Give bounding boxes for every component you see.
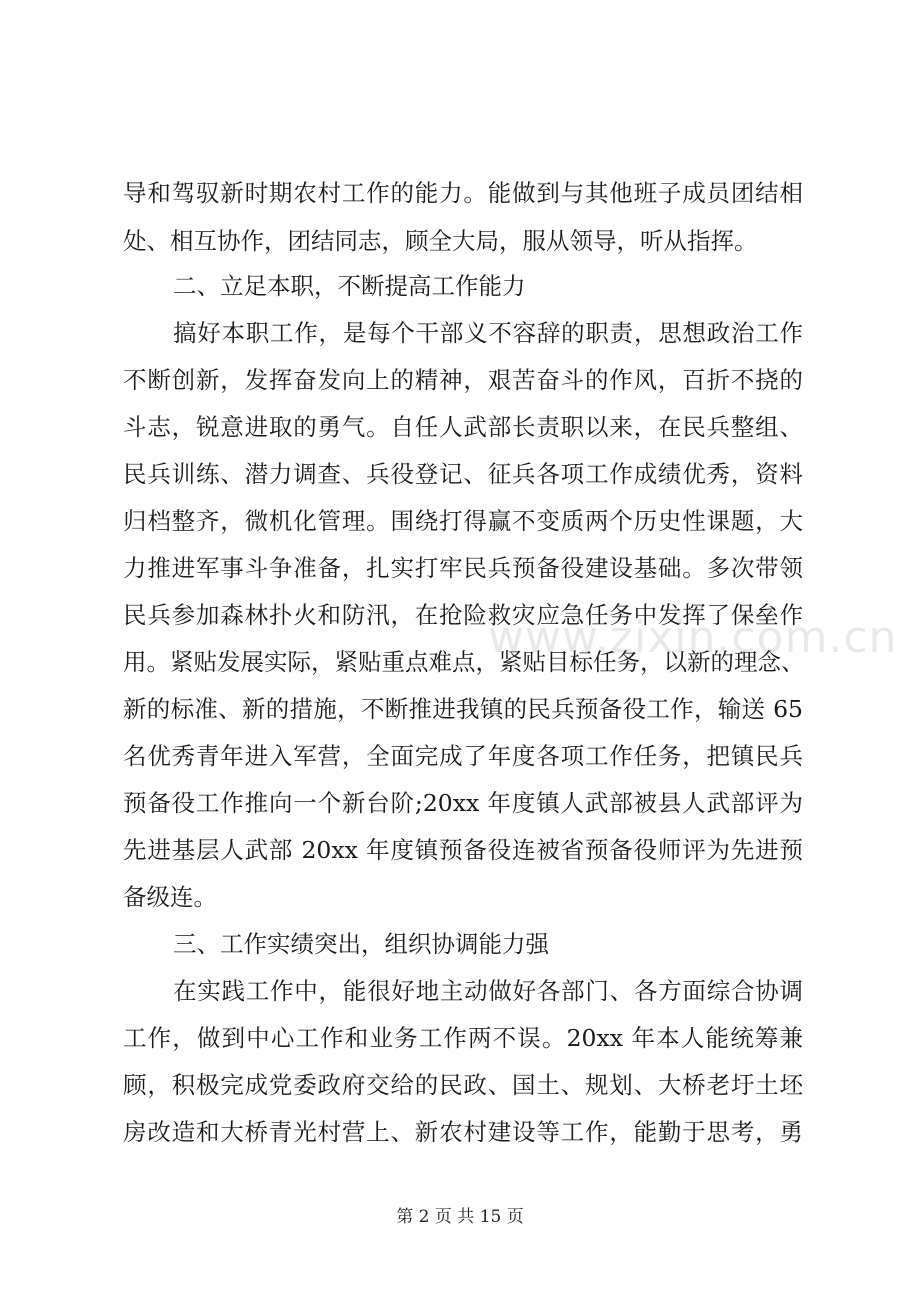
section-heading: 三、工作实绩突出，组织协调能力强 [173, 930, 549, 958]
paragraph-line: 处、相互协作，团结同志，顾全大局，服从领导，听从指挥。 [123, 227, 758, 255]
paragraph-line: 不断创新，发挥奋发向上的精神，艰苦奋斗的作风，百折不挠的 [123, 366, 803, 394]
paragraph-line: 先进基层人武部 20xx 年度镇预备役连被省预备役师评为先进预 [123, 836, 803, 864]
watermark: www.zixin.com.cn [488, 612, 898, 663]
paragraph-line: 归档整齐，微机化管理。围绕打得赢不变质两个历史性课题，大 [123, 507, 803, 535]
paragraph-line: 民兵参加森林扑火和防汛，在抢险救灾应急任务中发挥了保垒作 [123, 601, 803, 629]
paragraph-line: 力推进军事斗争准备，扎实打牢民兵预备役建设基础。多次带领 [123, 554, 803, 582]
paragraph-line: 备级连。 [123, 883, 217, 911]
paragraph-line: 工作，做到中心工作和业务工作两不误。20xx 年本人能统筹兼 [123, 1024, 803, 1052]
paragraph-line: 用。紧贴发展实际，紧贴重点难点，紧贴目标任务，以新的理念、 [123, 648, 805, 676]
paragraph-line: 房改造和大桥青光村营上、新农村建设等工作，能勤于思考，勇 [123, 1118, 803, 1146]
paragraph-line: 在实践工作中，能很好地主动做好各部门、各方面综合协调 [173, 977, 803, 1005]
paragraph-line: 新的标准、新的措施，不断推进我镇的民兵预备役工作，输送 65 [123, 695, 803, 723]
section-heading: 二、立足本职，不断提高工作能力 [173, 272, 526, 300]
page-number-footer: 第 2 页 共 15 页 [396, 1207, 524, 1227]
paragraph-line: 名优秀青年进入军营，全面完成了年度各项工作任务，把镇民兵 [123, 742, 803, 770]
paragraph-line: 搞好本职工作，是每个干部义不容辞的职责，思想政治工作 [173, 319, 803, 347]
paragraph-line: 预备役工作推向一个新台阶;20xx 年度镇人武部被县人武部评为 [123, 789, 803, 817]
paragraph-line: 顾，积极完成党委政府交给的民政、国土、规划、大桥老圩土坯 [123, 1071, 803, 1099]
paragraph-line: 民兵训练、潜力调查、兵役登记、征兵各项工作成绩优秀，资料 [123, 460, 803, 488]
paragraph-line: 斗志，锐意进取的勇气。自任人武部长责职以来，在民兵整组、 [123, 413, 803, 441]
paragraph-line: 导和驾驭新时期农村工作的能力。能做到与其他班子成员团结相 [123, 179, 803, 207]
